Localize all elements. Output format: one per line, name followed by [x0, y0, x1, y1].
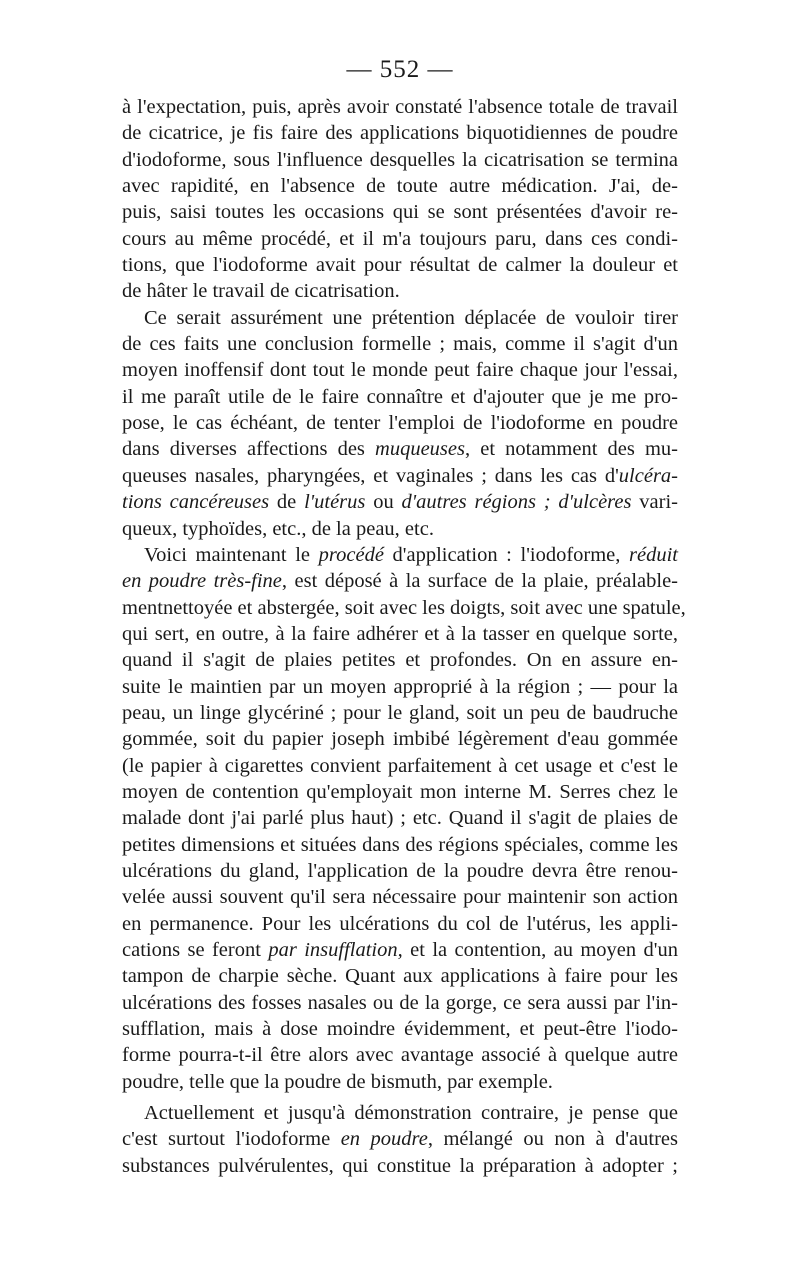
- text-line: qui sert, en outre, à la faire adhérer et à la tasser en quelque sorte,: [122, 622, 678, 645]
- text-segment: dans diverses affections des: [122, 438, 365, 461]
- italic-term: ulcéra-: [618, 464, 678, 487]
- text-segment: , et notamment des mu-: [465, 438, 678, 461]
- text-line: quand il s'agit de plaies petites et profondes. On en assure en-: [122, 649, 678, 672]
- text-line: [122, 463, 678, 489]
- italic-term: réduit: [629, 543, 678, 566]
- paragraph-1: [122, 94, 678, 305]
- text-line: puis, saisi toutes les occasions qui se sont présentées d'avoir re-: [122, 201, 678, 224]
- text-line: [122, 1126, 678, 1152]
- text-line: il me paraît utile de le faire connaître et d'ajouter que je me pro-: [122, 385, 678, 408]
- text-segment: queuses nasales, pharyngées, et vaginales ; dans les cas d': [122, 464, 619, 487]
- text-segment: d'application : l'iodoforme,: [383, 543, 630, 566]
- page-number: — 552 —: [346, 56, 454, 83]
- text-line: [122, 489, 678, 515]
- text-line: petites dimensions et situées dans des régions spéciales, comme les: [122, 833, 678, 856]
- italic-term: procédé: [318, 543, 384, 566]
- text-line: d'iodoforme, sous l'influence desquelles la cicatrisation se termina: [122, 148, 678, 171]
- text-segment: de: [269, 491, 305, 514]
- text-line: moyen de contention qu'employait mon interne M. Serres chez le: [122, 780, 678, 803]
- italic-term: tions cancéreuses: [122, 491, 270, 514]
- italic-term: d'autres régions ; d'ulcères: [401, 491, 632, 514]
- paragraph-2: [122, 305, 678, 542]
- text-line: queux, typhoïdes, etc., de la peau, etc.: [122, 517, 434, 540]
- text-line: pose, le cas échéant, de tenter l'emploi de l'iodoforme en poudre: [122, 412, 678, 435]
- text-line: suite le maintien par un moyen approprié à la région ; — pour la: [122, 675, 678, 698]
- text-line: de hâter le travail de cicatrisation.: [122, 280, 400, 303]
- text-line: malade dont j'ai parlé plus haut) ; etc. Quand il s'agit de plaies de: [122, 807, 678, 830]
- text-line: avec rapidité, en l'absence de toute autre médication. J'ai, de-: [122, 175, 678, 198]
- italic-term: par insufflation,: [268, 939, 403, 961]
- text-line: ulcérations du gland, l'application de la poudre devra être renou-: [122, 859, 678, 882]
- text-line: moyen inoffensif dont tout le monde peut faire chaque jour l'essai,: [122, 359, 678, 382]
- text-segment: Voici maintenant le: [144, 543, 311, 566]
- text-line: [122, 568, 678, 594]
- text-line: forme pourra-t-il être alors avec avantage associé à quelque autre: [122, 1044, 678, 1067]
- text-line: gommée, soit du papier joseph imbibé légèrement d'eau gommée: [122, 728, 678, 751]
- italic-term: en poudre: [340, 1128, 428, 1151]
- italic-term: en poudre très-fine: [122, 570, 282, 593]
- text-line: à l'expectation, puis, après avoir constaté l'absence totale de travail: [122, 96, 678, 118]
- body-text: [122, 94, 686, 1179]
- text-line: (le papier à cigarettes convient parfaitement à cet usage et c'est le: [122, 754, 678, 777]
- text-line: [122, 542, 678, 568]
- text-line: Actuellement et jusqu'à démonstration contraire, je pense que: [144, 1102, 678, 1125]
- text-line: [122, 937, 678, 963]
- text-line: cours au même procédé, et il m'a toujours paru, dans ces condi-: [122, 227, 678, 250]
- text-line: en permanence. Pour les ulcérations du col de l'utérus, les appli-: [122, 912, 678, 935]
- text-segment: vari-: [631, 491, 678, 514]
- text-line: Ce serait assurément une prétention déplacée de vouloir tirer: [144, 306, 678, 329]
- text-line: mentnettoyée et abstergée, soit avec les doigts, soit avec une spatule,: [122, 596, 686, 619]
- text-segment: ou: [365, 491, 402, 514]
- text-line: poudre, telle que la poudre de bismuth, par exemple.: [122, 1070, 553, 1093]
- text-line: peau, un linge glycériné ; pour le gland, soit un peu de baudruche: [122, 701, 678, 724]
- italic-term: muqueuses: [375, 438, 465, 461]
- text-line: [122, 436, 678, 462]
- paragraph-3: [122, 542, 686, 1095]
- italic-term: l'utérus: [304, 491, 366, 514]
- text-line: tions, que l'iodoforme avait pour résultat de calmer la douleur et: [122, 254, 678, 277]
- text-segment: et la contention, au moyen d'un: [402, 939, 678, 961]
- text-line: de ces faits une conclusion formelle ; mais, comme il s'agit d'un: [122, 333, 678, 356]
- text-line: substances pulvérulentes, qui constitue la préparation à adopter ;: [122, 1154, 678, 1177]
- paragraph-4: [122, 1100, 678, 1179]
- text-line: tampon de charpie sèche. Quant aux applications à faire pour les: [122, 965, 678, 988]
- text-segment: , mélangé ou non à d'autres: [427, 1128, 678, 1151]
- text-segment: , est déposé à la surface de la plaie, préalable-: [281, 570, 678, 593]
- text-line: sufflation, mais à dose moindre évidemment, et peut-être l'iodo-: [122, 1018, 678, 1041]
- text-segment: c'est surtout l'iodoforme: [122, 1128, 331, 1151]
- text-line: de cicatrice, je fis faire des applications biquotidiennes de poudre: [122, 122, 678, 145]
- text-line: velée aussi souvent qu'il sera nécessaire pour maintenir son action: [122, 886, 678, 909]
- text-segment: cations se feront: [122, 939, 261, 961]
- text-line: ulcérations des fosses nasales ou de la gorge, ce sera aussi par l'in-: [122, 991, 678, 1014]
